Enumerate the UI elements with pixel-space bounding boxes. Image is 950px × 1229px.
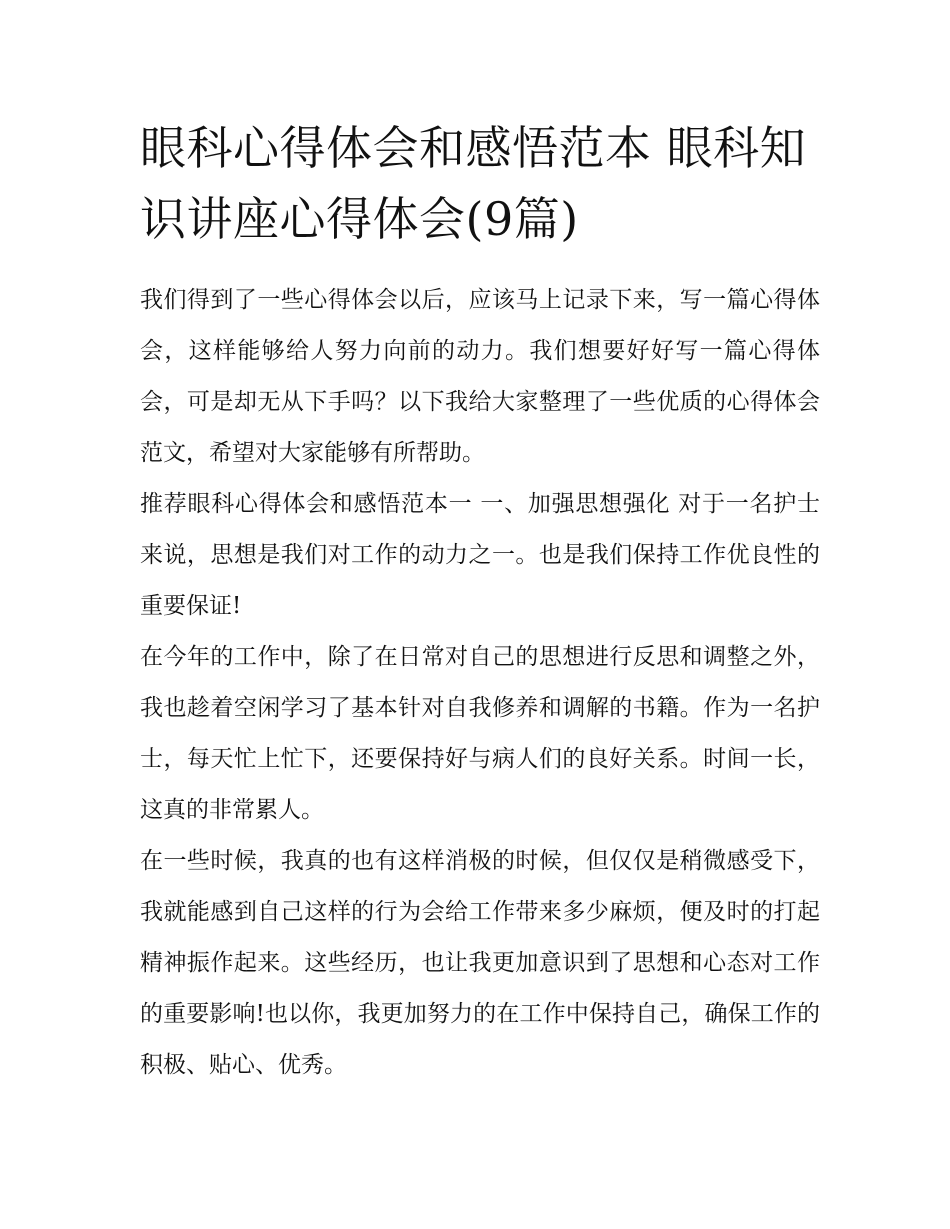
document-title: 眼科心得体会和感悟范本 眼科知识讲座心得体会(9篇)	[140, 121, 807, 246]
paragraph-mindset: 在一些时候，我真的也有这样消极的时候，但仅仅是稍微感受下，我就能感到自己这样的行为会给工作带来多少麻烦，便及时的打起精神振作起来。这些经历，也让我更加意识到了思想和心态对工作的重要影响!也以你，我更加努力的在工作中保持自己，确保工作的积极、贴心、优秀。	[140, 848, 820, 1078]
document-body	[140, 113, 820, 1091]
paragraph-intro: 我们得到了一些心得体会以后，应该马上记录下来，写一篇心得体会，这样能够给人努力向前的动力。我们想要好好写一篇心得体会，可是却无从下手吗？以下我给大家整理了一些优质的心得体会范文，希望对大家能够有所帮助。	[140, 287, 820, 466]
paragraph-reflection: 在今年的工作中，除了在日常对自己的思想进行反思和调整之外，我也趁着空闲学习了基本针对自我修养和调解的书籍。作为一名护士，每天忙上忙下，还要保持好与病人们的良好关系。时间一长，这真的非常累人。	[140, 644, 820, 823]
paragraph-section-one: 推荐眼科心得体会和感悟范本一 一、加强思想强化 对于一名护士来说，思想是我们对工作的动力之一。也是我们保持工作优良性的重要保证!	[140, 491, 820, 619]
